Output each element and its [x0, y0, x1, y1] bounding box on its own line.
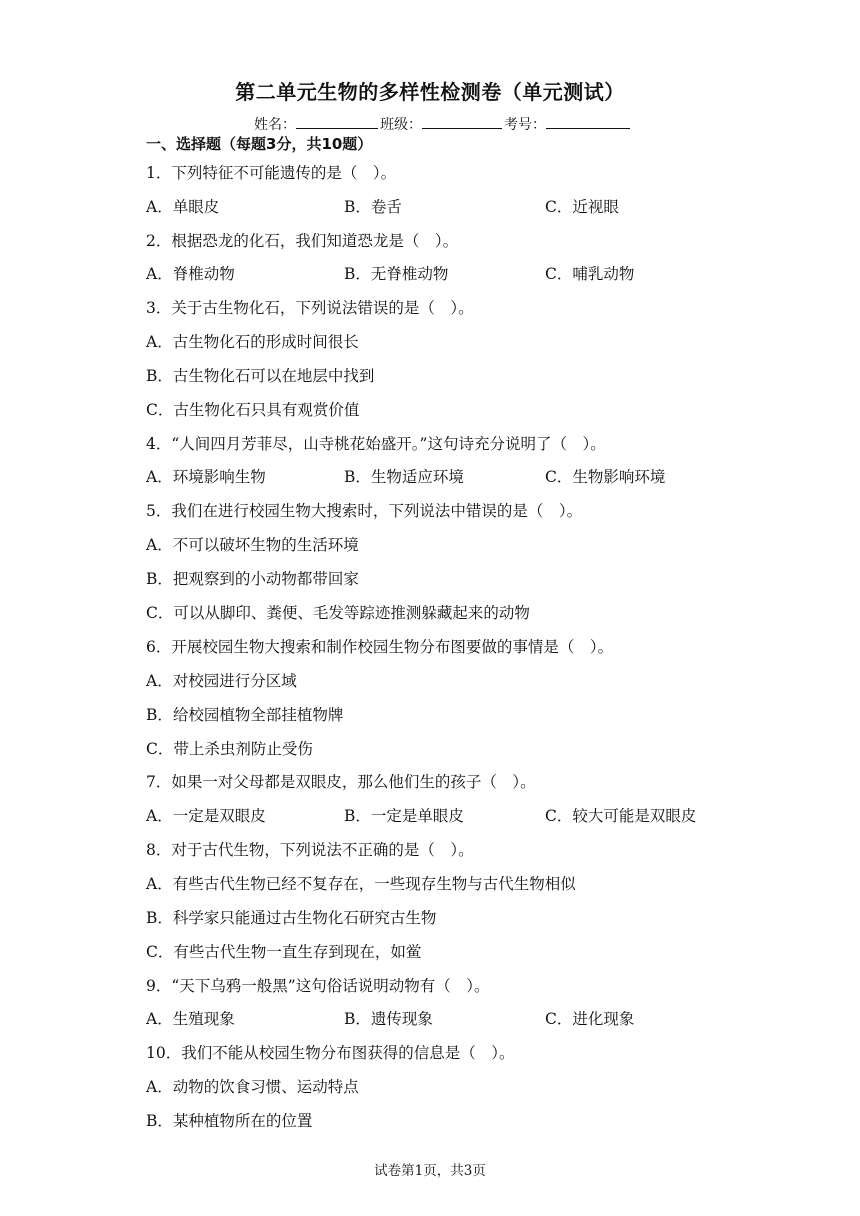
- name-label: 姓名：: [254, 117, 296, 133]
- option-a: A．对校园进行分区域: [146, 672, 297, 690]
- option-a: A．不可以破坏生物的生活环境: [146, 536, 359, 554]
- option-b: B．古生物化石可以在地层中找到: [146, 367, 375, 385]
- question-stem: 10．我们不能从校园生物分布图获得的信息是（ ）。: [146, 1044, 515, 1062]
- option-a: A．古生物化石的形成时间很长: [146, 333, 359, 351]
- question-stem: 1．下列特征不可能遗传的是（ ）。: [146, 164, 397, 182]
- question-stem: 8．对于古代生物，下列说法不正确的是（ ）。: [146, 841, 474, 859]
- option-c: C．哺乳动物: [545, 265, 635, 283]
- name-blank[interactable]: [296, 114, 378, 129]
- page-title: 第二单元生物的多样性检测卷（单元测试）: [235, 80, 625, 104]
- option-a: A．脊椎动物: [146, 265, 235, 283]
- option-a: A．动物的饮食习惯、运动特点: [146, 1078, 359, 1096]
- exam-no-label: 考号：: [504, 117, 546, 133]
- option-b: B．给校园植物全部挂植物牌: [146, 706, 344, 724]
- option-c: C．有些古代生物一直生存到现在，如鲎: [146, 943, 422, 961]
- option-b: B．某种植物所在的位置: [146, 1112, 313, 1130]
- exam-no-blank[interactable]: [546, 114, 630, 129]
- class-label: 班级：: [380, 117, 422, 133]
- option-c: C．较大可能是双眼皮: [545, 807, 697, 825]
- option-c: C．带上杀虫剂防止受伤: [146, 740, 313, 758]
- student-info-line: [254, 114, 632, 134]
- option-b: B．一定是单眼皮: [344, 807, 464, 825]
- option-b: B．卷舌: [344, 198, 402, 216]
- option-c: C．近视眼: [545, 198, 619, 216]
- page-footer: 试卷第1页，共3页: [374, 1163, 486, 1179]
- option-b: B．生物适应环境: [344, 468, 464, 486]
- question-stem: 5．我们在进行校园生物大搜索时，下列说法中错误的是（ ）。: [146, 502, 583, 520]
- option-c: C．可以从脚印、粪便、毛发等踪迹推测躲藏起来的动物: [146, 604, 530, 622]
- class-blank[interactable]: [422, 114, 502, 129]
- question-stem: 2．根据恐龙的化石，我们知道恐龙是（ ）。: [146, 232, 459, 250]
- option-c: C．古生物化石只具有观赏价值: [146, 401, 360, 419]
- option-b: B．遗传现象: [344, 1010, 433, 1028]
- option-a: A．有些古代生物已经不复存在，一些现存生物与古代生物相似: [146, 875, 576, 893]
- option-a: A．生殖现象: [146, 1010, 235, 1028]
- section-heading: 一、选择题（每题3分，共10题）: [146, 135, 373, 153]
- question-stem: 6．开展校园生物大搜索和制作校园生物分布图要做的事情是（ ）。: [146, 638, 614, 656]
- option-a: A．单眼皮: [146, 198, 220, 216]
- option-a: A．环境影响生物: [146, 468, 266, 486]
- question-stem: 3．关于古生物化石，下列说法错误的是（ ）。: [146, 299, 474, 317]
- option-a: A．一定是双眼皮: [146, 807, 266, 825]
- question-stem: 9．“天下乌鸦一般黑”这句俗话说明动物有（ ）。: [146, 977, 490, 995]
- option-b: B．把观察到的小动物都带回家: [146, 570, 359, 588]
- option-b: B．科学家只能通过古生物化石研究古生物: [146, 909, 437, 927]
- option-c: C．进化现象: [545, 1010, 635, 1028]
- question-stem: 4．“人间四月芳菲尽，山寺桃花始盛开。”这句诗充分说明了（ ）。: [146, 435, 606, 453]
- question-stem: 7．如果一对父母都是双眼皮，那么他们生的孩子（ ）。: [146, 773, 536, 791]
- option-b: B．无脊椎动物: [344, 265, 449, 283]
- option-c: C．生物影响环境: [545, 468, 666, 486]
